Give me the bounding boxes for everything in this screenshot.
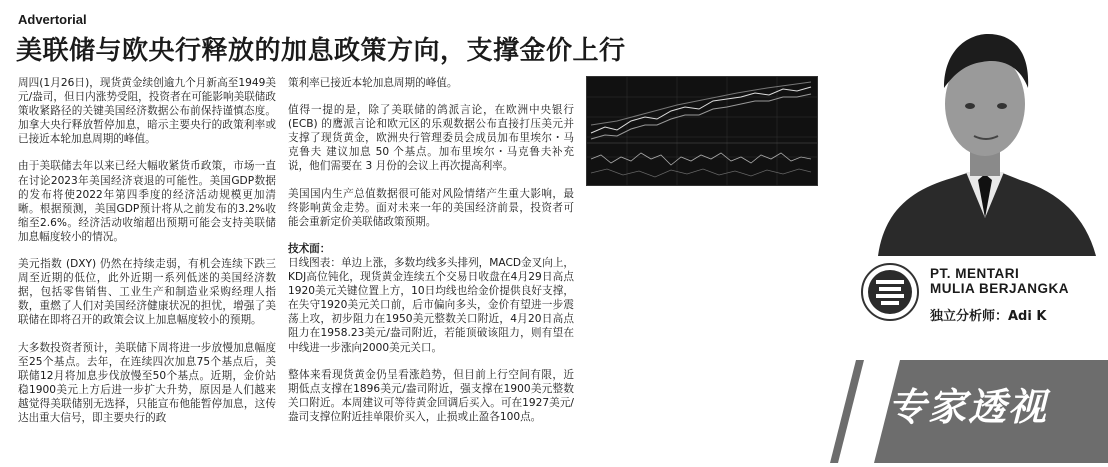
paragraph: 美元指数 (DXY) 仍然在持续走弱，有机会连续下跌三周至近期的低位，此外近期一系列低迷的美国经济数据，包括零售销售、工业生产和制造业采购经理人指数，重燃了人们对美国经济健康状况的担忧，增强了美联储在即将召开的政策会议上加息幅度较小的预期。 — [18, 258, 276, 327]
company-logo — [860, 262, 920, 322]
paragraph: 策利率已接近本轮加息周期的峰值。 — [288, 77, 458, 89]
paragraph: 由于美联储去年以来已经大幅收紧货币政策，市场一直在讨论2023年美国经济衰退的可能性。美国GDP数据的发布将使2022年第四季度的经济活动规模更加清晰。根据预测，美国GDP预计将从之前发布的3.2%收缩至2.6%。经济活动收缩超出预期可能会支持美联储加息幅度较小的情况。 — [18, 160, 276, 243]
analyst-name: 独立分析师：Adi K — [930, 309, 1047, 324]
paragraph: 值得一提的是，除了美联储的鸽派言论，在欧洲中央银行(ECB) 的鹰派言论和欧元区的乐观数据公布直接打压美元并支撑了现货黄金，欧洲央行管理委员会成员加布里埃尔・马克鲁夫 建议加息 50 个基点。加布里埃尔・马克鲁夫补充说，他们需要在 3 月份的会议上再次提高利率。 — [288, 104, 574, 173]
company-name-line-1: PT. MENTARI — [930, 266, 1020, 281]
article-column-2 — [288, 76, 574, 437]
paragraph: 周四(1月26日)，现货黄金续创逾九个月新高至1949美元/盎司，但日内涨势受阻，投资者在可能影响美联储政策收紧路径的关键美国经济数据公布前保持谨慎态度。加拿大央行释放暂停加息，暗示主要央行的政策利率或已接近本轮加息周期的峰值。 — [18, 77, 276, 146]
company-name — [930, 266, 1069, 296]
expert-view-banner-text: 专家透视 — [888, 384, 1049, 429]
headline: 美联储与欧央行释放的加息政策方向，支撑金价上行 — [16, 36, 626, 66]
paragraph: 整体来看现货黄金仍呈看涨趋势，但目前上行空间有限，近期低点支撑在1896美元/盎司附近，强支撑在1900美元整数关口附近。本周建议可等待黄金回调后买入。可在1927美元/盎司支撑位附近挂单限价买入，止损或止盈各100点。 — [288, 368, 574, 423]
paragraph: 日线图表：单边上涨，多数均线多头排列，MACD金叉向上，KDJ高位钝化，现货黄金连续五个交易日收盘在4月29日高点1920美元关键位置上方，10日均线也给金价提供良好支撑，在失守1920美元关口前，后市偏向多头，金价有望进一步震荡上攻，初步阻力在1950美元整数关口附近，4月20日高点阻力在1958.23美元/盎司附近，若能顶破该阻力，则有望在中线进一步涨向2000美元关口。 — [288, 256, 575, 354]
technical-heading: 技术面： — [288, 242, 331, 255]
analyst-portrait — [870, 22, 1100, 256]
paragraph: 美国国内生产总值数据很可能对风险情绪产生重大影响，最终影响黄金走势。面对未来一年的美国经济前景，投资者可能会重新定价美联储政策预期。 — [288, 187, 574, 228]
advertorial-tag: Advertorial — [18, 12, 87, 27]
company-name-line-2: MULIA BERJANGKA — [930, 281, 1069, 296]
paragraph: 大多数投资者预计，美联储下周将进一步放慢加息幅度至25个基点。去年，在连续四次加息75个基点后，美联储12月将加息步伐放慢至50个基点。近期，金价站稳1900美元上方后进一步扩大升势，原因是人们越来越觉得美联储别无选择，只能宣布他能暂停加息，这传达出重大信号，即主要央行的政 — [18, 341, 276, 424]
gold-price-chart-image — [586, 76, 818, 186]
article-column-1 — [18, 76, 276, 438]
